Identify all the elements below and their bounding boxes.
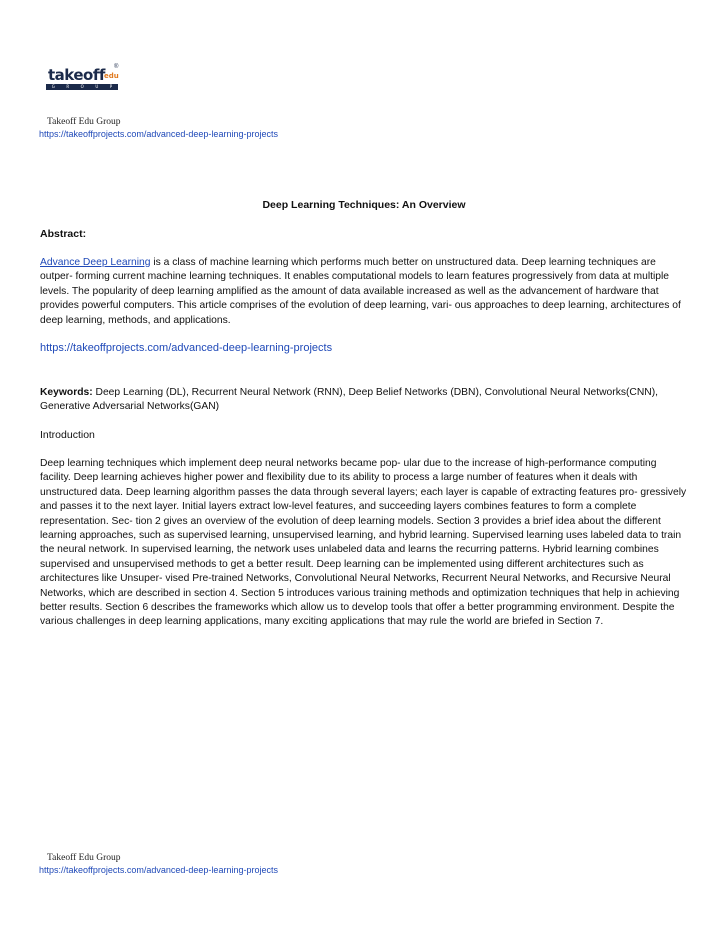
logo-edu-mark: edu	[104, 72, 119, 80]
article-link[interactable]: https://takeoffprojects.com/advanced-deep-learning-projects	[40, 342, 333, 354]
logo-bar-letter: O	[80, 84, 84, 89]
footer-company-name: Takeoff Edu Group	[47, 853, 121, 863]
logo-bar-letter: R	[66, 84, 70, 89]
header-company-name: Takeoff Edu Group	[47, 117, 121, 127]
header-link[interactable]: https://takeoffprojects.com/advanced-deep-learning-projects	[39, 129, 278, 139]
abstract-paragraph	[40, 256, 690, 328]
keywords-paragraph	[40, 386, 690, 415]
logo-bar-letter: P	[109, 84, 113, 89]
logo-wordmark: takeoff	[48, 66, 105, 84]
abstract-text: is a class of machine learning which performs much better on unstructured data. Deep learning techniques are outper- forming current machine learning techniques. It enables computational models to learn features progressively from data at multiple levels. The popularity of deep learning amplified as the amount of data available increased as well as the advancement of hardware that provides powerful computers. This article comprises of the evolution of deep learning, vari- ous approaches to deep learning, architectures of deep learning, methods, and applications.	[40, 257, 681, 326]
introduction-heading: Introduction	[40, 429, 95, 441]
keywords-label: Keywords:	[40, 387, 93, 398]
company-logo	[46, 66, 118, 92]
logo-bar-letter: U	[95, 84, 99, 89]
logo-bar-letter: G	[51, 84, 55, 89]
footer-link[interactable]: https://takeoffprojects.com/advanced-deep-learning-projects	[39, 865, 278, 875]
registered-mark-icon: ®	[114, 64, 119, 70]
introduction-paragraph: Deep learning techniques which implement deep neural networks became pop- ular due to the increase of high-performance computing facility. Deep learning achieves higher power and flexibility due to its ability to process a large number of features when it deals with unstructured data. Deep learning algorithm passes the data through several layers; each layer is capable of extracting features pro- gressively and passes it to the next layer. Initial layers extract low-level features, and succeeding layers combines features to form a complete representation. Sec- tion 2 gives an overview of the evolution of deep learning models. Section 3 provides a brief idea about the different learning approaches, such as supervised learning, unsupervised learning, and hybrid learning. Supervised learning uses labeled data to train the neural network. In supervised learning, the network uses unlabeled data and learns the recurring patterns. Hybrid learning combines supervised and unsupervised methods to get a better result. Deep learning can be implemented using different architectures such as architectures like Unsuper- vised Pre-trained Networks, Convolutional Neural Networks, Recurrent Neural Networks, and Recursive Neural Networks, which are described in section 4. Section 5 introduces various training methods and optimization techniques that help in achieving better results. Section 6 describes the frameworks which allow us to develop tools that offer a better programming environment. Despite the various challenges in deep learning applications, many exciting applications that may rule the world are briefed in Section 7.	[40, 458, 687, 628]
document-title: Deep Learning Techniques: An Overview	[262, 199, 466, 211]
abstract-heading: Abstract:	[40, 228, 87, 240]
abstract-link[interactable]: Advance Deep Learning	[40, 257, 151, 268]
keywords-text: Deep Learning (DL), Recurrent Neural Network (RNN), Deep Belief Networks (DBN), Convolutional Neural Networks(CNN), Generative Adversarial Networks(GAN)	[40, 387, 659, 413]
logo-group-bar	[46, 84, 118, 90]
